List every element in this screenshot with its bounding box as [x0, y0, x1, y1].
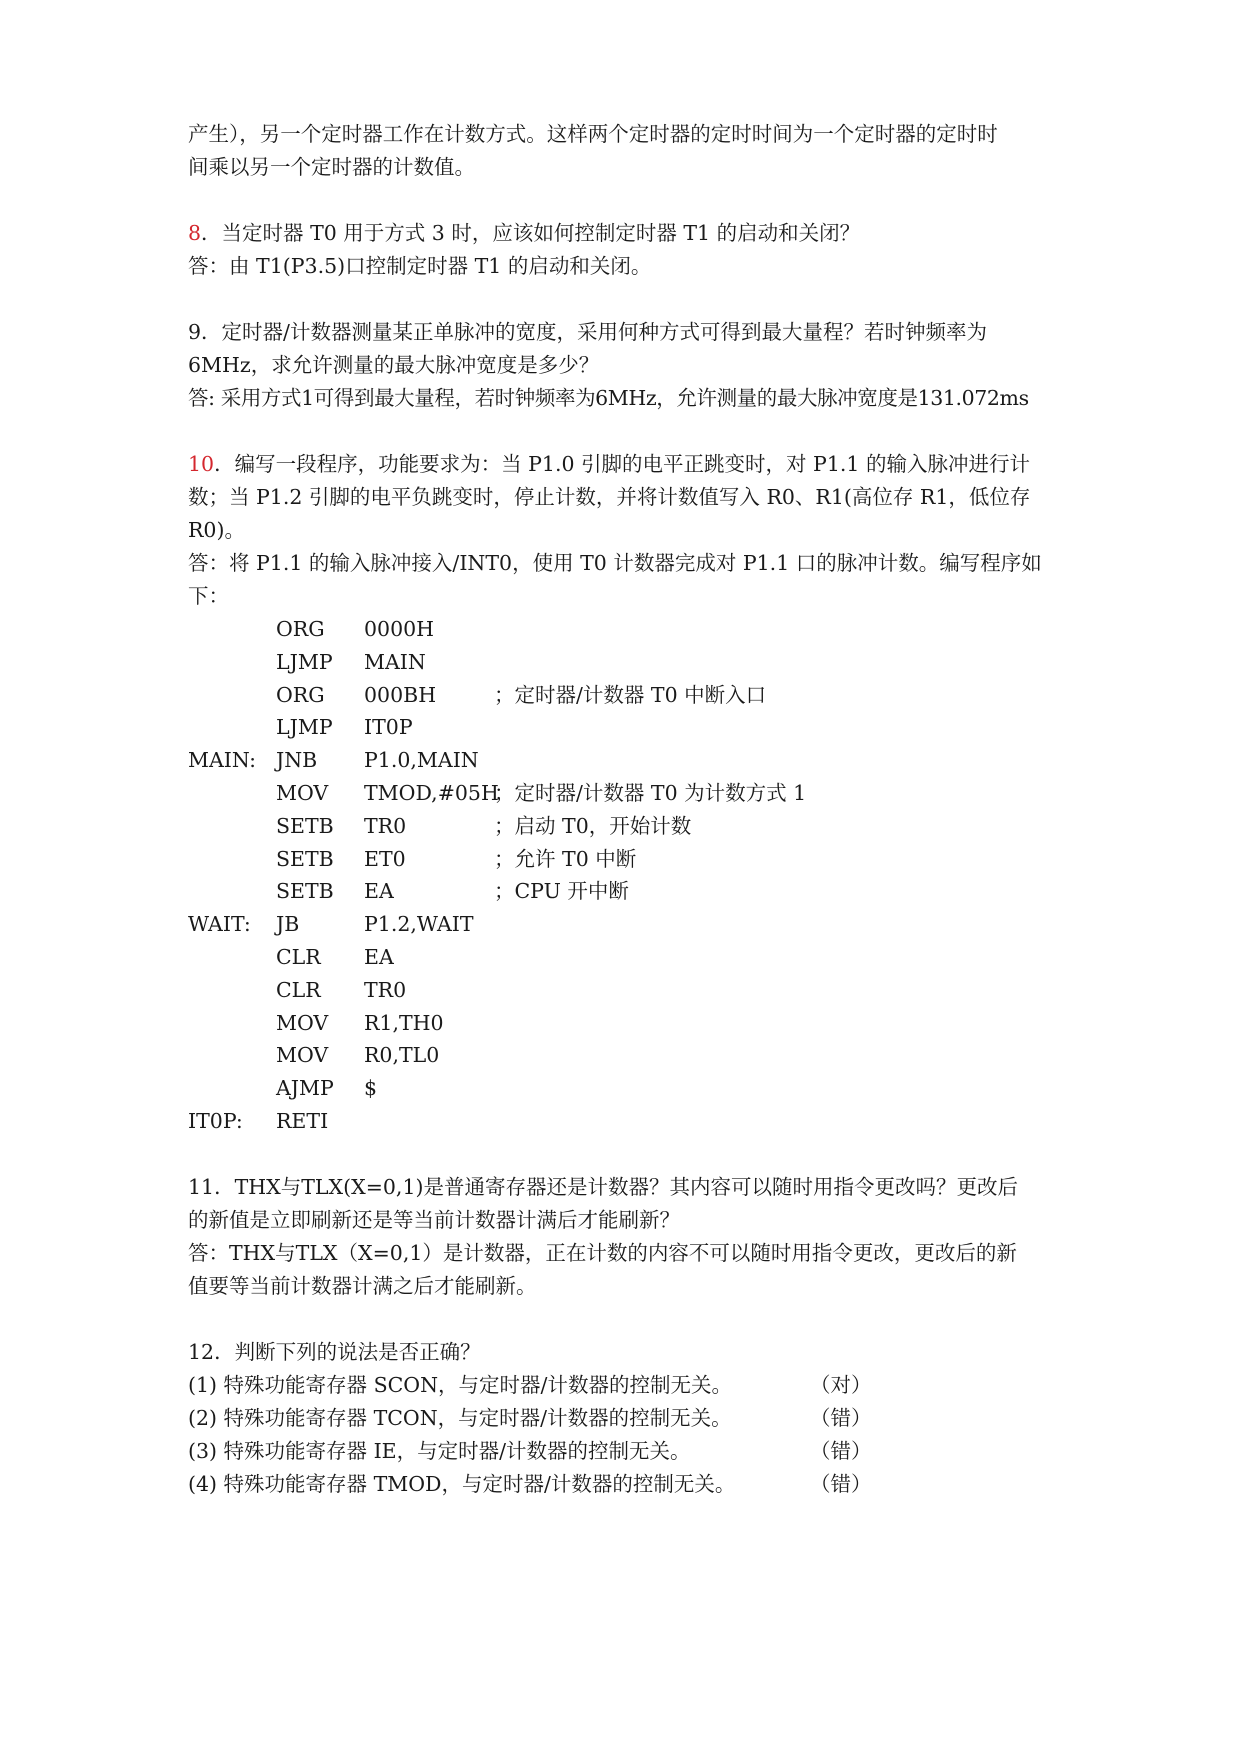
- code-opcode: ORG: [276, 617, 325, 641]
- code-label: [188, 843, 276, 876]
- code-opcode: LJMP: [276, 649, 333, 674]
- code-opcode: CLR: [276, 944, 321, 969]
- answer-9: 答: 采用方式1可得到最大量程，若时钟频率为6MHz，允许测量的最大脉冲宽度是131.072ms: [188, 386, 1029, 410]
- code-label: [188, 646, 276, 679]
- code-comment: ；定时器/计数器 T0 中断入口: [494, 682, 767, 707]
- spacer: [188, 283, 1058, 316]
- code-comment: [494, 941, 1058, 974]
- code-comment: ；CPU 开中断: [494, 879, 629, 904]
- code-comment: [494, 1039, 1058, 1072]
- spacer: [188, 1303, 1058, 1336]
- code-comment: [494, 646, 1058, 679]
- code-operand: ET0: [364, 846, 406, 871]
- code-label: [188, 875, 276, 908]
- code-operand: P1.0,MAIN: [364, 748, 479, 773]
- code-operand: TR0: [364, 813, 407, 838]
- question-11-line-2: 的新值是立即刷新还是等当前计数器计满后才能刷新？: [188, 1207, 680, 1232]
- answer-8: 答：由 T1(P3.5)口控制定时器 T1 的启动和关闭。: [188, 254, 652, 278]
- code-label: IT0P:: [188, 1108, 243, 1133]
- code-comment: [494, 1105, 1058, 1138]
- code-operand: EA: [364, 944, 394, 969]
- code-comment: ；允许 T0 中断: [494, 846, 637, 871]
- code-opcode: CLR: [276, 977, 321, 1002]
- spacer: [188, 184, 1058, 217]
- intro-line-1: 产生），另一个定时器工作在计数方式。这样两个定时器的定时时间为一个定时器的定时时: [188, 122, 998, 146]
- code-label: [188, 679, 276, 712]
- answer-10-line-2: 下：: [188, 584, 229, 608]
- code-comment: [494, 711, 1058, 744]
- answer-11-line-2: 值要等当前计数器计满之后才能刷新。: [188, 1273, 537, 1298]
- code-label: [188, 1007, 276, 1040]
- answer-10-line-1: 答：将 P1.1 的输入脉冲接入/INT0，使用 T0 计数器完成对 P1.1 口的脉冲计数。编写程序如: [188, 551, 1042, 575]
- question-9-line-2: 6MHz，求允许测量的最大脉冲宽度是多少？: [188, 353, 600, 377]
- code-opcode: MOV: [276, 1010, 329, 1035]
- code-opcode: ORG: [276, 682, 325, 707]
- question-10-line-3: R0)。: [188, 518, 245, 542]
- code-operand: IT0P: [364, 715, 413, 740]
- code-label: [188, 1072, 276, 1105]
- judgement-statement: (2) 特殊功能寄存器 TCON，与定时器/计数器的控制无关。: [188, 1405, 732, 1430]
- judgement-result: （错）: [810, 1438, 872, 1463]
- code-opcode: LJMP: [276, 715, 333, 740]
- code-label: [188, 613, 276, 646]
- code-comment: [494, 974, 1058, 1007]
- code-label: [188, 1039, 276, 1072]
- code-operand: MAIN: [364, 649, 426, 674]
- code-opcode: SETB: [276, 846, 334, 871]
- code-label: [188, 810, 276, 843]
- code-comment: ；定时器/计数器 T0 为计数方式 1: [494, 780, 807, 805]
- code-operand: TMOD,#05H: [364, 780, 499, 805]
- question-10-number: 10: [188, 452, 215, 476]
- code-opcode: MOV: [276, 780, 329, 805]
- question-10-line-1: [188, 448, 1058, 481]
- code-operand: 0000H: [364, 617, 435, 641]
- judgement-list: [188, 1369, 1058, 1501]
- code-opcode: JNB: [276, 748, 318, 773]
- code-comment: ；启动 T0，开始计数: [494, 813, 692, 838]
- question-10-line-2: 数；当 P1.2 引脚的电平负跳变时，停止计数，并将计数值写入 R0、R1(高位存 R1，低位存: [188, 485, 1031, 509]
- code-opcode: AJMP: [276, 1076, 334, 1101]
- code-label: [188, 941, 276, 974]
- code-opcode: JB: [276, 912, 300, 937]
- code-comment: [494, 613, 1058, 646]
- code-label: MAIN:: [188, 748, 257, 773]
- question-9-line-1: 9．定时器/计数器测量某正单脉冲的宽度，采用何种方式可得到最大量程？若时钟频率为: [188, 320, 987, 344]
- spacer: [188, 1138, 1058, 1171]
- question-8-number: 8: [188, 221, 202, 245]
- code-opcode: MOV: [276, 1043, 329, 1068]
- document-page: [188, 118, 1058, 1501]
- judgement-result: （对）: [810, 1372, 872, 1397]
- question-8: [188, 217, 1058, 250]
- question-12-title: 12．判断下列的说法是否正确？: [188, 1339, 481, 1364]
- code-operand: [364, 1105, 494, 1138]
- question-11-line-1: 11．THX与TLX(X=0,1)是普通寄存器还是计数器？其内容可以随时用指令更改吗？更改后: [188, 1174, 1018, 1199]
- answer-11-line-1: 答：THX与TLX（X=0,1）是计数器，正在计数的内容不可以随时用指令更改，更改后的新: [188, 1240, 1017, 1265]
- code-operand: 000BH: [364, 682, 437, 707]
- judgement-result: （错）: [810, 1471, 872, 1496]
- code-label: [188, 711, 276, 744]
- code-label: [188, 974, 276, 1007]
- code-operand: R0,TL0: [364, 1043, 440, 1068]
- code-label: [188, 777, 276, 810]
- judgement-statement: (4) 特殊功能寄存器 TMOD，与定时器/计数器的控制无关。: [188, 1471, 736, 1496]
- judgement-result: （错）: [810, 1405, 872, 1430]
- code-comment: [494, 1072, 1058, 1105]
- spacer: [188, 415, 1058, 448]
- code-comment: [494, 908, 1058, 941]
- code-operand: P1.2,WAIT: [364, 912, 474, 937]
- code-operand: TR0: [364, 977, 407, 1002]
- question-8-text: ．当定时器 T0 用于方式 3 时，应该如何控制定时器 T1 的启动和关闭？: [201, 221, 861, 245]
- code-comment: [494, 1007, 1058, 1040]
- judgement-statement: (3) 特殊功能寄存器 IE，与定时器/计数器的控制无关。: [188, 1438, 691, 1463]
- code-operand: $: [364, 1076, 378, 1101]
- code-opcode: SETB: [276, 813, 334, 838]
- code-opcode: RETI: [276, 1108, 329, 1133]
- judgement-statement: (1) 特殊功能寄存器 SCON，与定时器/计数器的控制无关。: [188, 1372, 732, 1397]
- question-10-text: ．编写一段程序，功能要求为：当 P1.0 引脚的电平正跳变时，对 P1.1 的输入脉冲进行计: [214, 452, 1030, 476]
- code-operand: EA: [364, 879, 394, 904]
- code-comment: [494, 744, 1058, 777]
- code-label: WAIT:: [188, 912, 251, 937]
- assembly-code-listing: [188, 613, 1058, 1138]
- code-operand: R1,TH0: [364, 1010, 444, 1035]
- intro-line-2: 间乘以另一个定时器的计数值。: [188, 155, 475, 179]
- code-opcode: SETB: [276, 879, 334, 904]
